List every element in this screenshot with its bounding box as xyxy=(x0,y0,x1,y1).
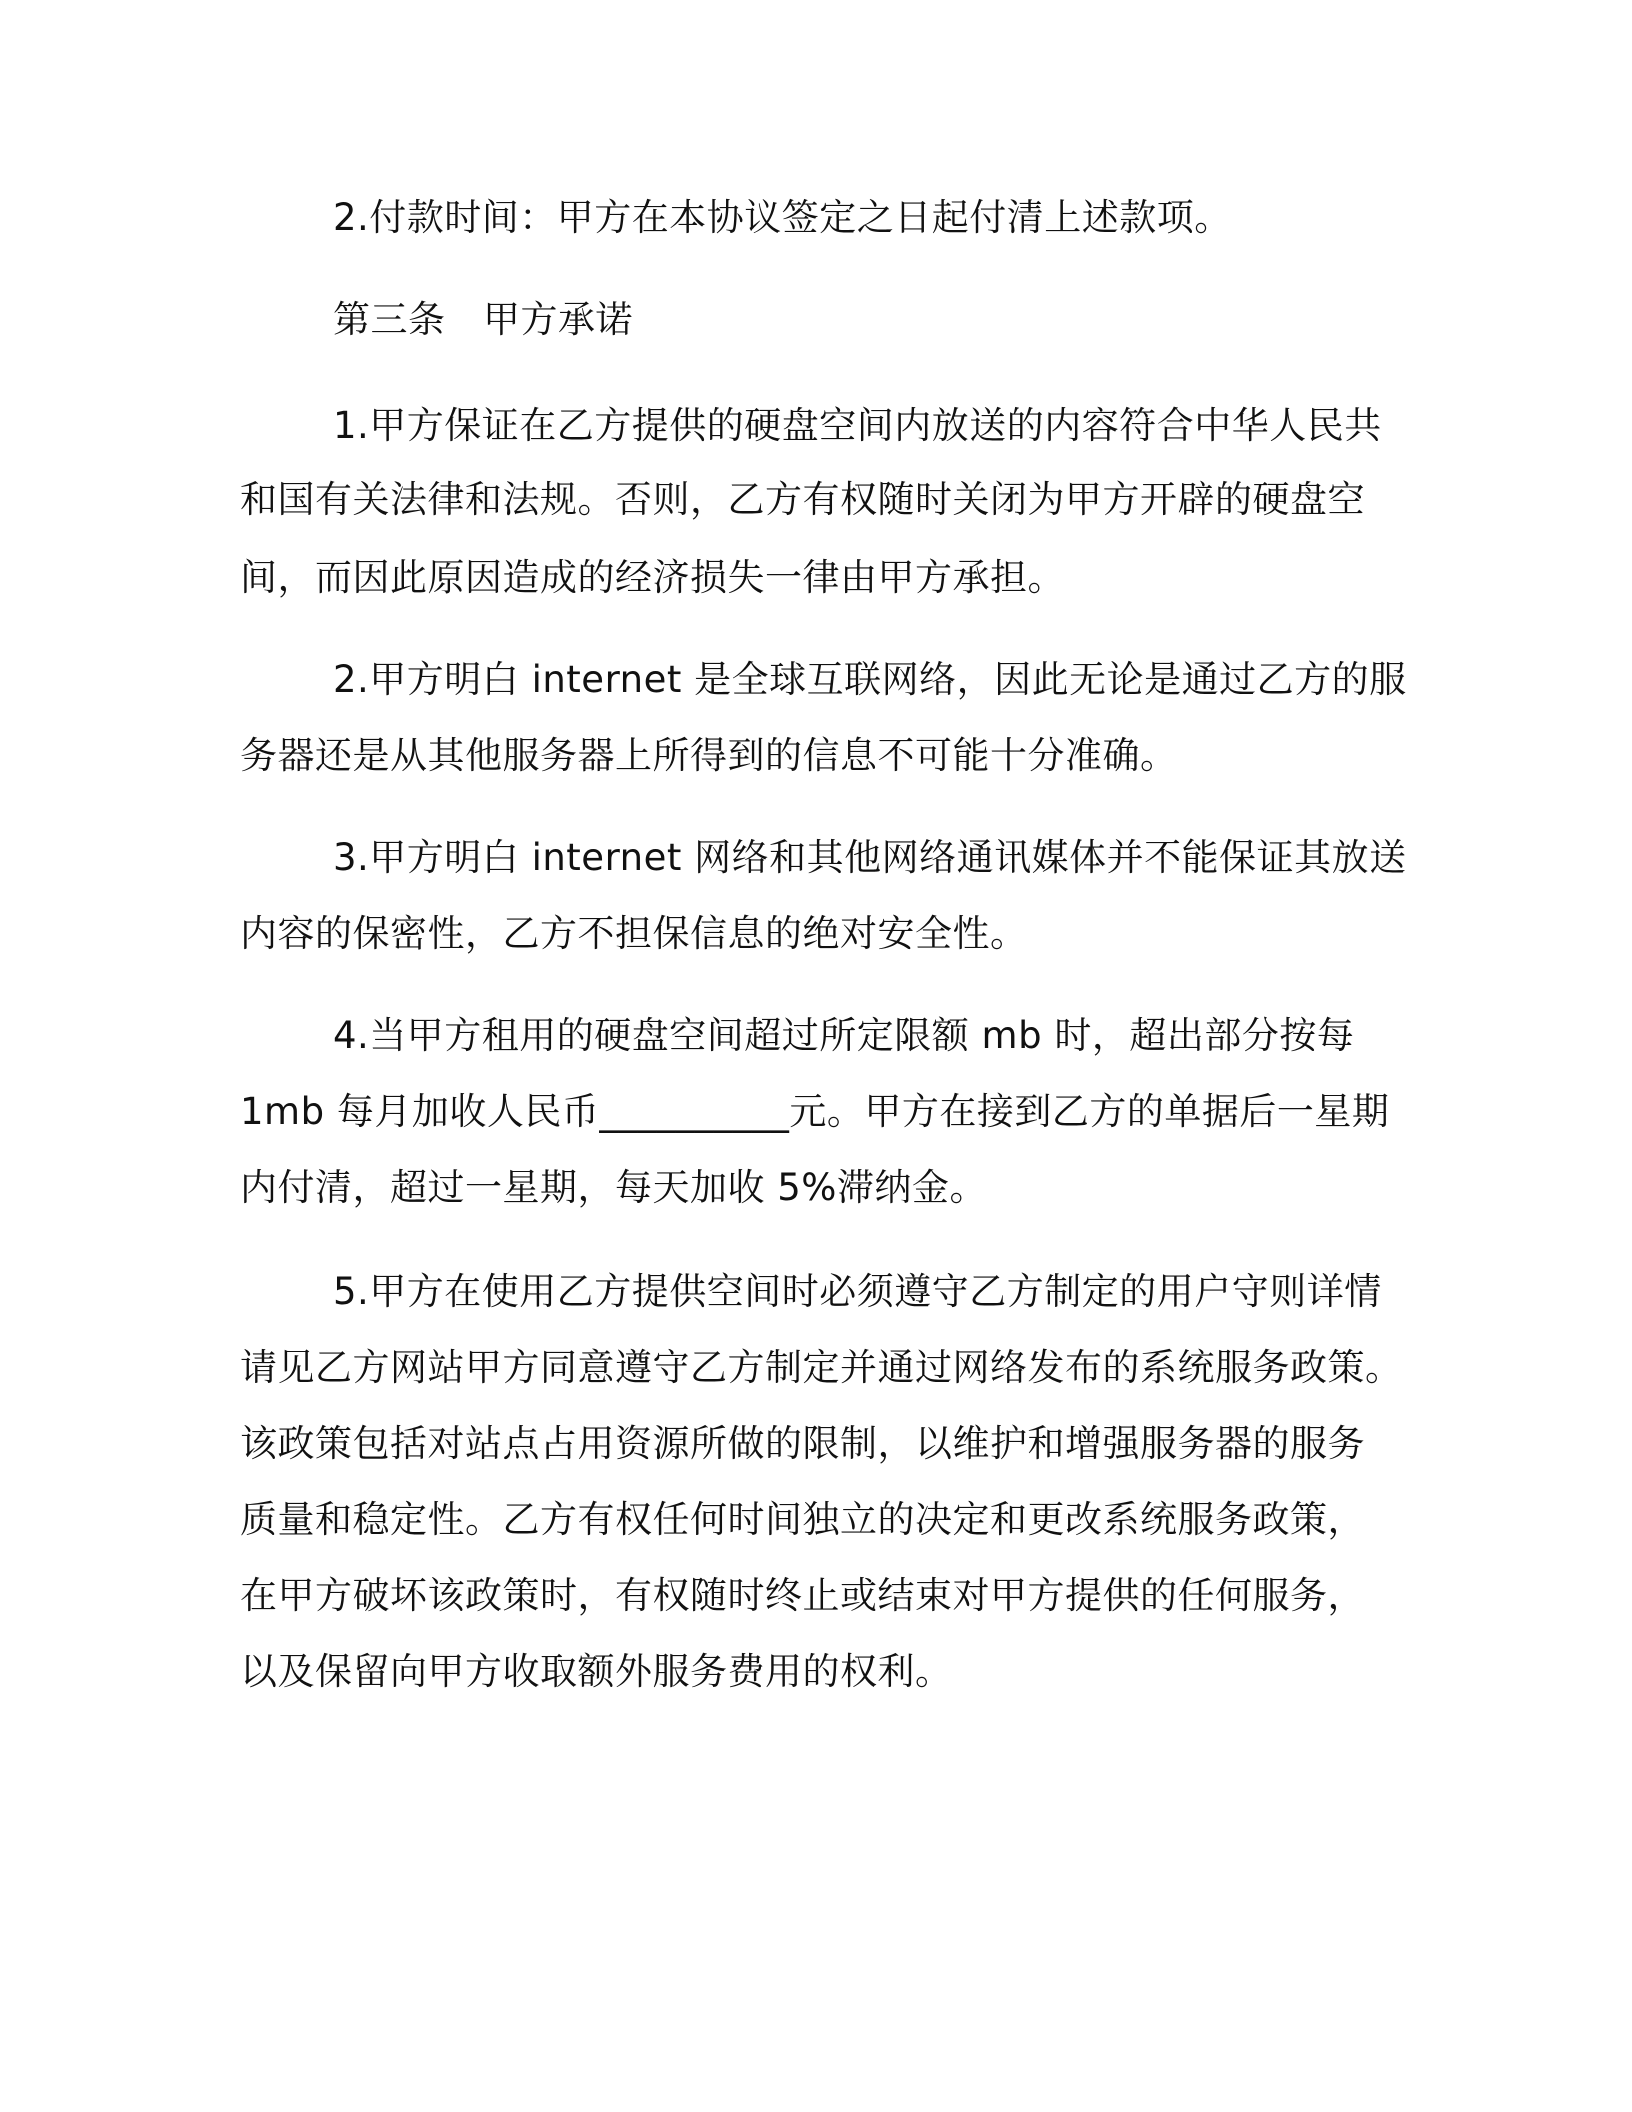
clause-1-line-2: 和国有关法律和法规。否则，乙方有权随时关闭为甲方开辟的硬盘空 xyxy=(240,478,1365,521)
clause-3-line-1: 3.甲方明白 internet 网络和其他网络通讯媒体并不能保证其放送 xyxy=(333,836,1407,879)
clause-4-line-3: 内付清，超过一星期，每天加收 5%滞纳金。 xyxy=(240,1166,987,1209)
clause-4-line-1: 4.当甲方租用的硬盘空间超过所定限额 mb 时，超出部分按每 xyxy=(333,1014,1355,1057)
clause-2-line-1: 2.甲方明白 internet 是全球互联网络，因此无论是通过乙方的服 xyxy=(333,658,1407,701)
clause-5-line-1: 5.甲方在使用乙方提供空间时必须遵守乙方制定的用户守则详情 xyxy=(333,1270,1382,1313)
payment-time-clause: 2.付款时间：甲方在本协议签定之日起付清上述款项。 xyxy=(333,196,1232,239)
clause-5-line-3: 该政策包括对站点占用资源所做的限制，以维护和增强服务器的服务 xyxy=(240,1422,1365,1465)
clause-5-line-5: 在甲方破坏该政策时，有权随时终止或结束对甲方提供的任何服务， xyxy=(240,1574,1365,1617)
clause-5-line-6: 以及保留向甲方收取额外服务费用的权利。 xyxy=(240,1650,953,1693)
clause-5-line-2: 请见乙方网站甲方同意遵守乙方制定并通过网络发布的系统服务政策。 xyxy=(240,1346,1403,1389)
clause-4-line-2: 1mb 每月加收人民币__________元。甲方在接到乙方的单据后一星期 xyxy=(240,1090,1390,1133)
article-three-heading: 第三条 甲方承诺 xyxy=(333,298,633,341)
clause-5-line-4: 质量和稳定性。乙方有权任何时间独立的决定和更改系统服务政策， xyxy=(240,1498,1365,1541)
clause-1-line-3: 间，而因此原因造成的经济损失一律由甲方承担。 xyxy=(240,556,1065,599)
clause-3-line-2: 内容的保密性，乙方不担保信息的绝对安全性。 xyxy=(240,912,1028,955)
clause-1-line-1: 1.甲方保证在乙方提供的硬盘空间内放送的内容符合中华人民共 xyxy=(333,404,1382,447)
clause-2-line-2: 务器还是从其他服务器上所得到的信息不可能十分准确。 xyxy=(240,734,1178,777)
